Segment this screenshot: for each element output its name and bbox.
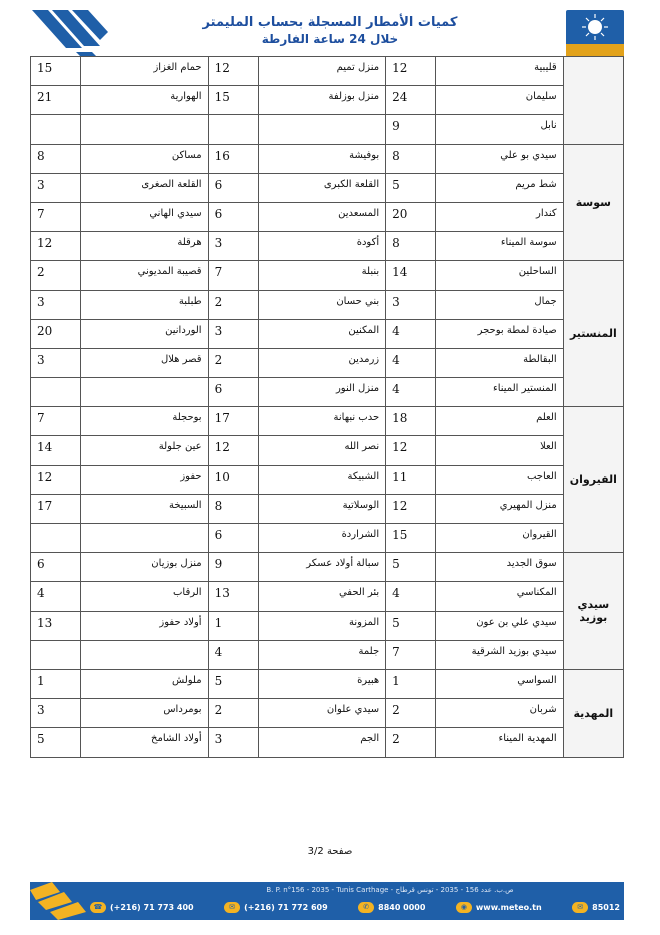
rainfall-value: 5: [386, 611, 436, 640]
rainfall-value: 13: [208, 582, 258, 611]
rainfall-value: 2: [208, 699, 258, 728]
web-icon: ◉: [456, 902, 472, 913]
rainfall-value: 8: [386, 144, 436, 173]
phone-icon: ☎: [90, 902, 106, 913]
rainfall-value: 6: [208, 173, 258, 202]
station-name: العاجب: [436, 465, 563, 494]
rainfall-value: 5: [208, 669, 258, 698]
station-name: حفوز: [81, 465, 208, 494]
table-row: [31, 699, 624, 728]
rainfall-value: 20: [31, 319, 81, 348]
rainfall-value: 3: [31, 173, 81, 202]
station-name: عين جلولة: [81, 436, 208, 465]
rainfall-value: 12: [386, 494, 436, 523]
table-row: [31, 524, 624, 553]
station-name: بوفيشة: [258, 144, 385, 173]
station-name: أكودة: [258, 232, 385, 261]
station-name: القلعة الصغرى: [81, 173, 208, 202]
table-row: [31, 319, 624, 348]
rainfall-value: 3: [386, 290, 436, 319]
region-cell: القيروان: [563, 407, 623, 553]
station-name: الجم: [258, 728, 385, 757]
station-name: بني حسان: [258, 290, 385, 319]
rainfall-value: 7: [386, 640, 436, 669]
rainfall-value: 4: [208, 640, 258, 669]
station-name: حدب نبهانة: [258, 407, 385, 436]
rainfall-value: 3: [31, 290, 81, 319]
station-name: طبلبة: [81, 290, 208, 319]
station-name: هرقلة: [81, 232, 208, 261]
rainfall-value: 21: [31, 86, 81, 115]
station-name: كندار: [436, 202, 563, 231]
station-name: [81, 378, 208, 407]
station-name: الوردانين: [81, 319, 208, 348]
page-number: صفحة 3/2: [307, 846, 353, 857]
station-name: سيدي الهاني: [81, 202, 208, 231]
station-name: صيادة لمطة بوحجر: [436, 319, 563, 348]
station-name: هبيرة: [258, 669, 385, 698]
table-row: [31, 202, 624, 231]
rainfall-value: 7: [31, 202, 81, 231]
station-name: العلم: [436, 407, 563, 436]
table-row: [31, 582, 624, 611]
station-name: بئر الحفي: [258, 582, 385, 611]
station-name: منزل بوزلفة: [258, 86, 385, 115]
contact-text: 8840 0000: [378, 903, 426, 912]
table-row: [31, 465, 624, 494]
rainfall-value: 4: [31, 582, 81, 611]
station-name: الساحلين: [436, 261, 563, 290]
rainfall-value: 3: [208, 319, 258, 348]
rainfall-value: 12: [208, 436, 258, 465]
station-name: شربان: [436, 699, 563, 728]
document-title: [150, 14, 510, 47]
rainfall-value: [31, 378, 81, 407]
station-name: منزل النور: [258, 378, 385, 407]
rainfall-value: 16: [208, 144, 258, 173]
table-row: [31, 86, 624, 115]
station-name: منزل المهيري: [436, 494, 563, 523]
rainfall-value: 3: [208, 728, 258, 757]
region-cell: المهدية: [563, 669, 623, 757]
rainfall-value: 13: [31, 611, 81, 640]
region-cell: [563, 57, 623, 145]
station-name: أولاد حفوز: [81, 611, 208, 640]
station-name: جلمة: [258, 640, 385, 669]
station-name: سبالة أولاد عسكر: [258, 553, 385, 582]
rainfall-value: 4: [386, 582, 436, 611]
rainfall-value: 24: [386, 86, 436, 115]
contact-text: www.meteo.tn: [475, 903, 542, 912]
rainfall-value: 9: [386, 115, 436, 144]
table-row: [31, 57, 624, 86]
region-cell: سيدي بوزيد: [563, 553, 623, 670]
station-name: الشبيكة: [258, 465, 385, 494]
table-row: [31, 144, 624, 173]
rainfall-value: 12: [208, 57, 258, 86]
rainfall-value: [31, 115, 81, 144]
table-row: [31, 640, 624, 669]
station-name: سوق الجديد: [436, 553, 563, 582]
rainfall-value: 6: [208, 378, 258, 407]
station-name: القيروان: [436, 524, 563, 553]
station-name: شط مريم: [436, 173, 563, 202]
rainfall-value: 8: [208, 494, 258, 523]
sms-icon: ✉: [572, 902, 588, 913]
station-name: الشراردة: [258, 524, 385, 553]
rainfall-value: 5: [31, 728, 81, 757]
table-row: [31, 290, 624, 319]
rainfall-value: [31, 640, 81, 669]
station-name: سيدي علي بن عون: [436, 611, 563, 640]
rainfall-value: 4: [386, 319, 436, 348]
region-cell: المنستير: [563, 261, 623, 407]
station-name: نابل: [436, 115, 563, 144]
table-row: [31, 232, 624, 261]
rainfall-value: 20: [386, 202, 436, 231]
fax-icon: ✉: [224, 902, 240, 913]
station-name: مساكن: [81, 144, 208, 173]
table-row: [31, 407, 624, 436]
table-row: [31, 611, 624, 640]
table-row: [31, 115, 624, 144]
station-name: سليمان: [436, 86, 563, 115]
station-name: زرمدين: [258, 348, 385, 377]
contact-item: [90, 902, 194, 913]
station-name: الرقاب: [81, 582, 208, 611]
station-name: [258, 115, 385, 144]
brand-stripes-graphic: [30, 8, 110, 58]
rainfall-value: 7: [208, 261, 258, 290]
station-name: العلا: [436, 436, 563, 465]
rainfall-value: 17: [208, 407, 258, 436]
station-name: بنبلة: [258, 261, 385, 290]
station-name: المهدية الميناء: [436, 728, 563, 757]
contact-item: [572, 902, 620, 913]
contact-text: (+216) 71 773 400: [110, 903, 194, 912]
table-row: [31, 669, 624, 698]
rainfall-value: 17: [31, 494, 81, 523]
station-name: المزونة: [258, 611, 385, 640]
station-name: [81, 640, 208, 669]
rainfall-value: 11: [386, 465, 436, 494]
rainfall-value: 4: [386, 378, 436, 407]
rainfall-value: 2: [208, 348, 258, 377]
rainfall-value: 8: [386, 232, 436, 261]
rainfall-value: 9: [208, 553, 258, 582]
rainfall-value: 1: [208, 611, 258, 640]
rainfall-value: 14: [386, 261, 436, 290]
station-name: القلعة الكبرى: [258, 173, 385, 202]
rainfall-value: 15: [208, 86, 258, 115]
station-name: منزل بوزيان: [81, 553, 208, 582]
station-name: الهوارية: [81, 86, 208, 115]
rainfall-value: [31, 524, 81, 553]
contact-item: [456, 902, 542, 913]
footer-address: B. P. n°156 - 2035 - Tunis Carthage - ص.ب. عدد 156 - 2035 - تونس قرطاج: [266, 886, 514, 894]
page-header: [0, 0, 660, 60]
station-name: بومرداس: [81, 699, 208, 728]
station-name: [81, 524, 208, 553]
station-name: سوسة الميناء: [436, 232, 563, 261]
rainfall-value: 2: [386, 699, 436, 728]
rainfall-value: 2: [386, 728, 436, 757]
rainfall-value: 4: [386, 348, 436, 377]
station-name: حمام الغزاز: [81, 57, 208, 86]
station-name: المسعدين: [258, 202, 385, 231]
station-name: نصر الله: [258, 436, 385, 465]
station-name: سيدي بو علي: [436, 144, 563, 173]
station-name: أولاد الشامخ: [81, 728, 208, 757]
station-name: المكنين: [258, 319, 385, 348]
rainfall-value: 3: [31, 699, 81, 728]
rainfall-value: 18: [386, 407, 436, 436]
contact-text: (+216) 71 772 609: [244, 903, 328, 912]
footer-contacts: [90, 902, 620, 913]
table-row: [31, 378, 624, 407]
rainfall-value: 6: [208, 524, 258, 553]
table-row: [31, 348, 624, 377]
rainfall-value: 2: [208, 290, 258, 319]
station-name: السواسي: [436, 669, 563, 698]
rainfall-value: 7: [31, 407, 81, 436]
rainfall-value: 10: [208, 465, 258, 494]
rainfall-value: 5: [386, 553, 436, 582]
rainfall-value: 12: [386, 436, 436, 465]
rainfall-table: [30, 56, 624, 758]
rainfall-value: 2: [31, 261, 81, 290]
station-name: سيدي علوان: [258, 699, 385, 728]
rainfall-value: 12: [386, 57, 436, 86]
green-number-icon: ✆: [358, 902, 374, 913]
rainfall-value: 3: [208, 232, 258, 261]
station-name: منزل تميم: [258, 57, 385, 86]
contact-item: [358, 902, 425, 913]
rainfall-value: 5: [386, 173, 436, 202]
rainfall-value: 6: [208, 202, 258, 231]
table-row: [31, 728, 624, 757]
rainfall-value: 3: [31, 348, 81, 377]
page-footer: [30, 882, 624, 920]
station-name: قليبية: [436, 57, 563, 86]
rainfall-value: 15: [386, 524, 436, 553]
station-name: سيدي بوزيد الشرقية: [436, 640, 563, 669]
rainfall-value: 14: [31, 436, 81, 465]
station-name: الوسلاتية: [258, 494, 385, 523]
title-line-2: خلال 24 ساعة الفارطة: [261, 32, 399, 46]
rainfall-value: 15: [31, 57, 81, 86]
rainfall-value: 6: [31, 553, 81, 582]
rainfall-value: 1: [386, 669, 436, 698]
rainfall-value: [208, 115, 258, 144]
station-name: قصر هلال: [81, 348, 208, 377]
table-row: [31, 553, 624, 582]
region-cell: سوسة: [563, 144, 623, 261]
rainfall-value: 12: [31, 232, 81, 261]
table-row: [31, 173, 624, 202]
rainfall-value: 8: [31, 144, 81, 173]
station-name: جمال: [436, 290, 563, 319]
rainfall-value: 12: [31, 465, 81, 494]
station-name: المنستير الميناء: [436, 378, 563, 407]
station-name: المكناسي: [436, 582, 563, 611]
logo-band: [566, 44, 624, 56]
station-name: السبيخة: [81, 494, 208, 523]
rainfall-value: 1: [31, 669, 81, 698]
station-name: قصيبة المديوني: [81, 261, 208, 290]
contact-text: 85012: [592, 903, 620, 912]
table-row: [31, 494, 624, 523]
station-name: البقالطة: [436, 348, 563, 377]
table-row: [31, 436, 624, 465]
institute-logo: [566, 10, 624, 56]
contact-item: [224, 902, 328, 913]
station-name: ملولش: [81, 669, 208, 698]
title-line-1: كميات الأمطار المسجلة بحساب المليمتر: [202, 15, 458, 30]
station-name: بوحجلة: [81, 407, 208, 436]
station-name: [81, 115, 208, 144]
table-row: [31, 261, 624, 290]
